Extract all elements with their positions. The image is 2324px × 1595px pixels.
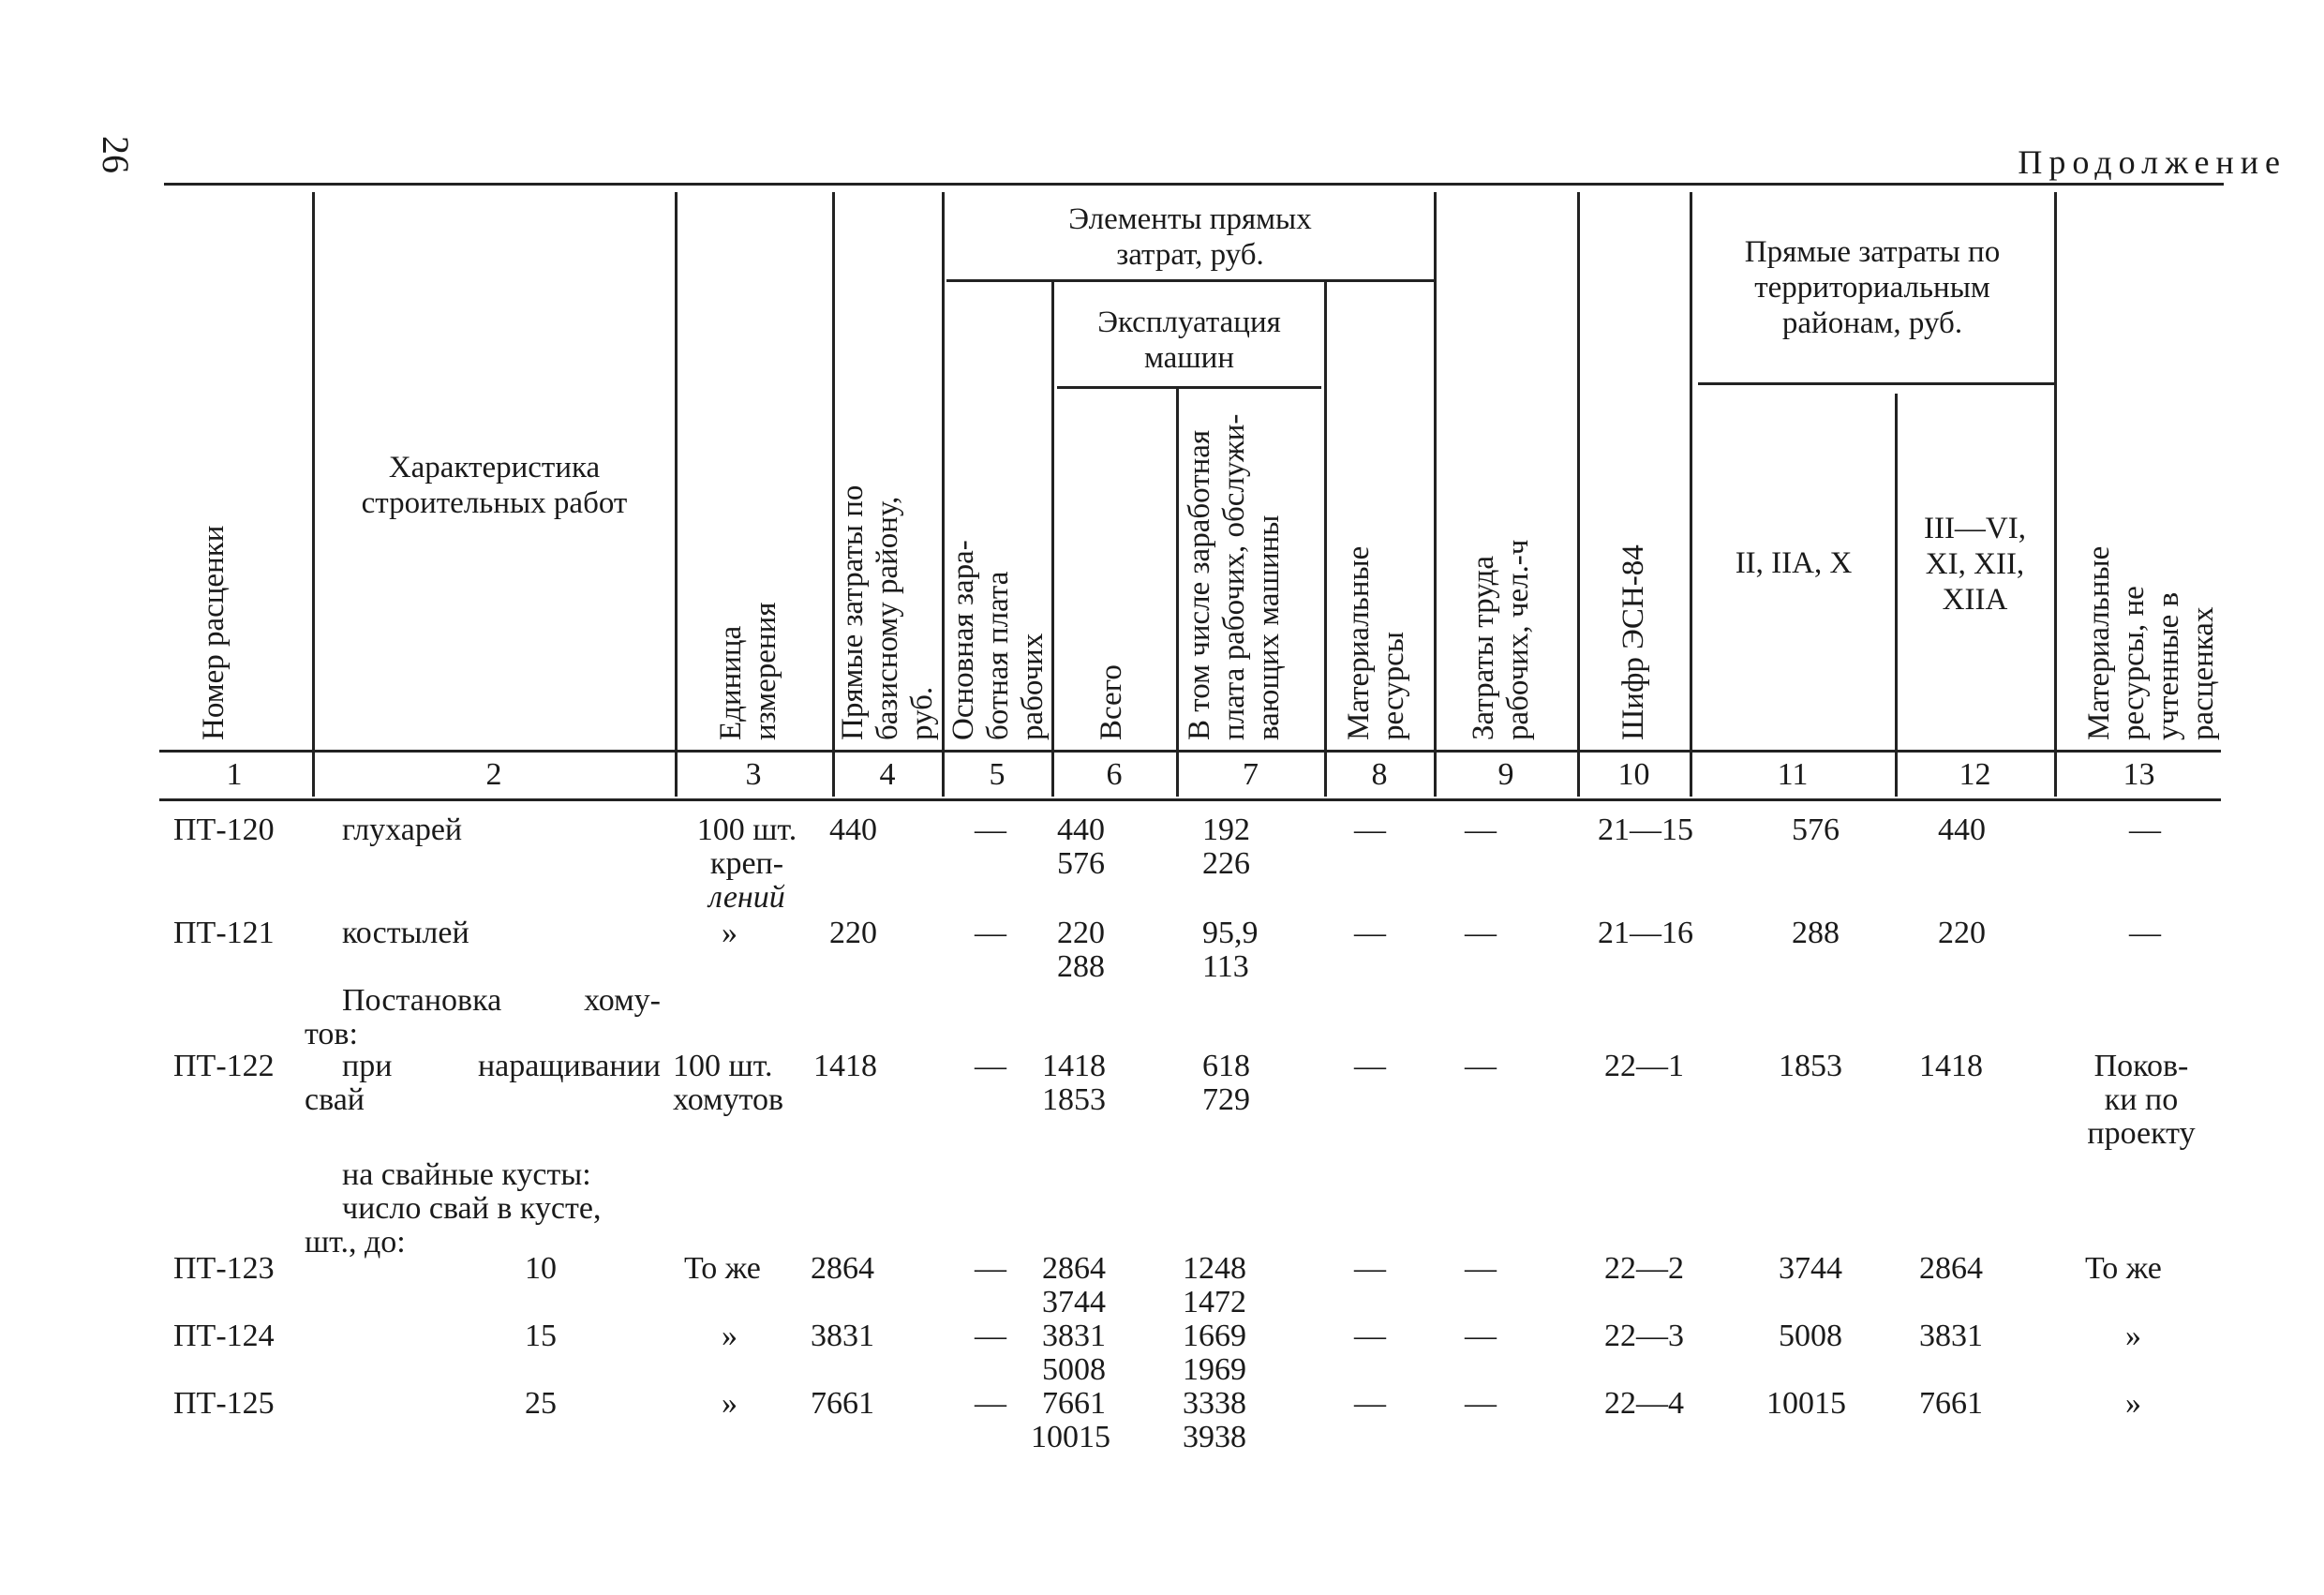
row-c10: 22—1 (1604, 1049, 1684, 1083)
row-c10: 22—4 (1604, 1386, 1684, 1421)
row-c10: 21—16 (1598, 916, 1693, 950)
vrule-5 (1051, 281, 1054, 797)
row-c12: 440 (1938, 812, 1986, 847)
row-c7: 1248 1472 (1183, 1251, 1246, 1319)
row-unit: 100 шт. креп- лений (696, 812, 797, 915)
row-c12: 2864 (1919, 1251, 1983, 1286)
row-c13: То же (2085, 1251, 2162, 1286)
vrule-8 (1434, 192, 1437, 797)
row-c6: 220 288 (1057, 916, 1105, 984)
row-c8: — (1354, 1319, 1386, 1353)
row-desc: при наращивании свай (305, 1049, 661, 1117)
row-desc: глухарей (342, 812, 463, 847)
colnum-6: 6 (1106, 757, 1123, 792)
section-heading: на свайные кусты: число свай в кусте, шт., до: (305, 1157, 602, 1260)
row-c9: — (1465, 1251, 1497, 1286)
row-c11: 288 (1792, 916, 1840, 950)
row-c11: 5008 (1779, 1319, 1842, 1353)
row-desc: 15 (525, 1319, 557, 1353)
vrule-3 (832, 192, 835, 797)
header-col11: II, IIA, X (1735, 546, 1853, 580)
row-unit: » (722, 916, 737, 950)
header-col3: Единица измерения (714, 602, 782, 740)
vrule-6 (1176, 389, 1179, 797)
row-c5: — (975, 1049, 1006, 1083)
row-c9: — (1465, 1386, 1497, 1421)
row-c7: 618 729 (1202, 1049, 1250, 1117)
row-unit: » (722, 1386, 737, 1421)
colnum-12: 12 (1959, 757, 1991, 792)
page-number: 26 (95, 136, 137, 173)
section-heading: Постановка хому- тов: (305, 983, 661, 1051)
row-c8: — (1354, 812, 1386, 847)
row-id: ПТ-120 (173, 812, 275, 847)
row-c6: 440 576 (1057, 812, 1105, 881)
row-c5: — (975, 916, 1006, 950)
exploitation-group-rule (1057, 386, 1321, 389)
row-c4: 440 (829, 812, 877, 847)
vrule-10 (1690, 192, 1692, 797)
header-col10: Шифр ЭСН-84 (1616, 544, 1650, 740)
header-col1: Номер расценки (197, 525, 231, 740)
row-c12: 7661 (1919, 1386, 1983, 1421)
header-group-exploitation: Эксплуатация машин (1097, 306, 1281, 375)
row-unit: То же (684, 1251, 761, 1286)
row-c7: 95,9 113 (1202, 916, 1259, 984)
row-c12: 1418 (1919, 1049, 1983, 1083)
row-c6: 3831 5008 (1042, 1319, 1106, 1387)
row-c11: 1853 (1779, 1049, 1842, 1083)
elements-group-rule (946, 279, 1434, 282)
row-c11: 3744 (1779, 1251, 1842, 1286)
row-c10: 22—3 (1604, 1319, 1684, 1353)
row-c11: 576 (1792, 812, 1840, 847)
colnum-8: 8 (1371, 757, 1388, 792)
row-desc: костылей (342, 916, 469, 950)
colnum-7: 7 (1243, 757, 1259, 792)
header-group-regions: Прямые затраты по территориальным районам, руб. (1744, 235, 2001, 340)
vrule-1 (312, 192, 315, 797)
colnum-5: 5 (989, 757, 1006, 792)
header-bottom-rule (159, 750, 2221, 753)
row-c11: 10015 (1766, 1386, 1846, 1421)
row-c4: 1418 (813, 1049, 877, 1083)
row-id: ПТ-123 (173, 1251, 275, 1286)
row-c5: — (975, 1319, 1006, 1353)
header-col5: Основная зара- ботная плата рабочих (946, 540, 1050, 740)
vrule-12 (2054, 192, 2057, 797)
row-c5: — (975, 812, 1006, 847)
row-unit: » (722, 1319, 737, 1353)
row-id: ПТ-122 (173, 1049, 275, 1083)
row-id: ПТ-124 (173, 1319, 275, 1353)
row-c9: — (1465, 1049, 1497, 1083)
colnum-1: 1 (226, 757, 243, 792)
vrule-7 (1324, 281, 1327, 797)
row-desc: 10 (525, 1251, 557, 1286)
row-c9: — (1465, 812, 1497, 847)
vrule-2 (675, 192, 678, 797)
row-c4: 220 (829, 916, 877, 950)
row-c4: 2864 (811, 1251, 874, 1286)
row-c8: — (1354, 1251, 1386, 1286)
row-c9: — (1465, 916, 1497, 950)
row-c6: 2864 3744 (1042, 1251, 1106, 1319)
row-c13: Поков- ки по проекту (2087, 1049, 2196, 1151)
vrule-9 (1577, 192, 1580, 797)
row-c8: — (1354, 916, 1386, 950)
row-c6: 1418 1853 (1042, 1049, 1106, 1117)
row-c4: 3831 (811, 1319, 874, 1353)
colnum-2: 2 (485, 757, 502, 792)
row-c6: 7661 10015 (1031, 1386, 1110, 1454)
header-col2: Характеристика строительных работ (361, 451, 628, 520)
regions-group-rule (1698, 382, 2054, 385)
row-c8: — (1354, 1049, 1386, 1083)
row-c5: — (975, 1386, 1006, 1421)
header-col8: Материальные ресурсы (1342, 545, 1410, 740)
header-col4: Прямые затраты по базисному району, руб. (836, 484, 939, 740)
row-c10: 22—2 (1604, 1251, 1684, 1286)
row-id: ПТ-125 (173, 1386, 275, 1421)
row-unit: 100 шт. хомутов (673, 1049, 784, 1117)
row-c13: — (2129, 916, 2161, 950)
header-col7: В том числе заработная плата рабочих, обслужи- вающих машины (1183, 413, 1286, 740)
row-id: ПТ-121 (173, 916, 275, 950)
row-c8: — (1354, 1386, 1386, 1421)
row-c7: 192 226 (1202, 812, 1250, 881)
vrule-4 (942, 192, 945, 797)
continuation-title: Продолжение (2018, 143, 2287, 181)
header-col6: Всего (1095, 664, 1128, 740)
colnum-11: 11 (1777, 757, 1809, 792)
row-c4: 7661 (811, 1386, 874, 1421)
colnum-10: 10 (1617, 757, 1650, 792)
table-top-rule (164, 183, 2224, 186)
row-c12: 3831 (1919, 1319, 1983, 1353)
header-col13: Материальные ресурсы, не учтенные в расценках (2082, 545, 2220, 740)
header-col9: Затраты труда рабочих, чел.-ч (1467, 539, 1535, 740)
colnum-9: 9 (1497, 757, 1514, 792)
row-c9: — (1465, 1319, 1497, 1353)
row-c13: » (2125, 1319, 2141, 1353)
row-c5: — (975, 1251, 1006, 1286)
row-c13: — (2129, 812, 2161, 847)
header-col12: III—VI, XI, XII, XIIA (1923, 512, 2027, 617)
row-c7: 1669 1969 (1183, 1319, 1246, 1387)
row-c12: 220 (1938, 916, 1986, 950)
row-c10: 21—15 (1598, 812, 1693, 847)
header-group-elements: Элементы прямых затрат, руб. (1068, 202, 1312, 272)
colnum-4: 4 (879, 757, 896, 792)
colnum-bottom-rule (159, 798, 2221, 801)
row-desc: 25 (525, 1386, 557, 1421)
colnum-3: 3 (745, 757, 762, 792)
row-c13: » (2125, 1386, 2141, 1421)
colnum-13: 13 (2123, 757, 2155, 792)
row-c7: 3338 3938 (1183, 1386, 1246, 1454)
